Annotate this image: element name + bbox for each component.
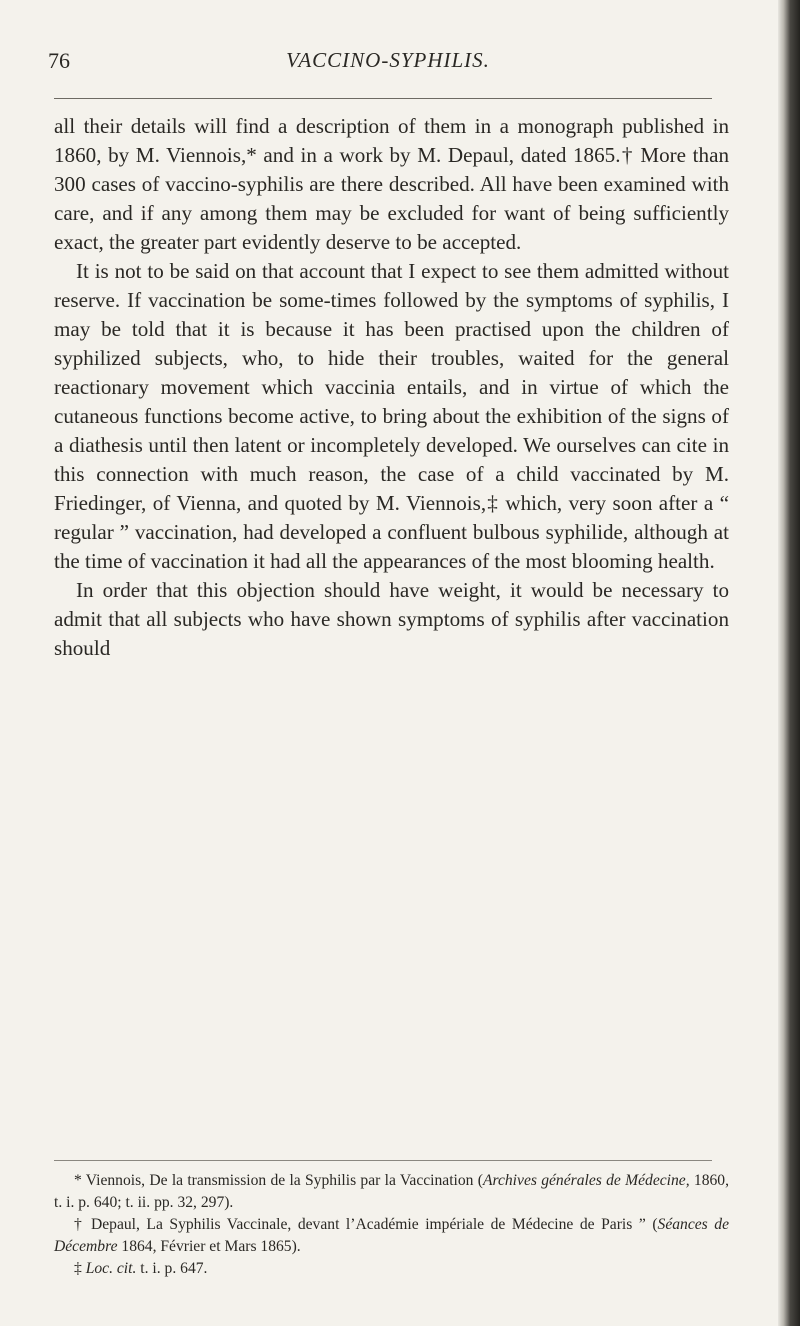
book-spine-edge	[778, 0, 800, 1326]
footnotes	[54, 1170, 729, 1280]
footnote-text: ‡	[74, 1260, 86, 1277]
footnote-italic: Séances de Décembre	[54, 1216, 729, 1255]
footnote-italic: Archives générales de Médecine,	[482, 1172, 690, 1189]
paragraph: It is not to be said on that account that I expect to see them admitted without reserve. If vaccination be some-times followed by the symptoms of syphilis, I may be told that it is because it has been practised upon the children of syphilized subjects, who, to hide their troubles, waited for the general reactionary movement which vaccinia entails, and in virtue of which the cutaneous functions become active, to bring about the exhibition of the signs of a diathesis until then latent or incompletely developed. We ourselves can cite in this connection with much reason, the case of a child vaccinated by M. Friedinger, of Vienna, and quoted by M. Viennois,‡ which, very soon after a “ regular ” vaccination, had developed a confluent bulbous syphilide, although at the time of vaccination it had all the appearances of the most blooming health.	[54, 259, 729, 573]
body-text	[54, 112, 729, 663]
footnote-rule	[54, 1160, 712, 1161]
footnote-text: * Viennois, De la transmission de la Syphilis par la Vaccination (	[74, 1172, 483, 1189]
header-rule	[54, 98, 712, 99]
footnote-text: t. i. p. 647.	[136, 1260, 208, 1277]
footnote-1	[54, 1170, 729, 1214]
page-number: 76	[48, 48, 70, 73]
footnote-3	[54, 1258, 729, 1280]
footnote-italic: Loc. cit.	[85, 1260, 137, 1277]
footnote-text: † Depaul, La Syphilis Vaccinale, devant l’Académie impériale de Médecine de Paris ” (	[74, 1216, 658, 1233]
paragraph: all their details will find a description of them in a monograph published in 1860, by M. Viennois,* and in a work by M. Depaul, dated 1865.† More than 300 cases of vaccino-syphilis are there described. All have been examined with care, and if any among them may be excluded for want of being sufficiently exact, the greater part evidently deserve to be accepted.	[54, 114, 729, 254]
footnote-2	[54, 1214, 729, 1258]
paragraph: In order that this objection should have weight, it would be necessary to admit that all subjects who have shown symptoms of syphilis after vaccination should	[54, 578, 729, 660]
footnote-text: 1864, Février et Mars 1865).	[117, 1238, 301, 1255]
page-header	[48, 48, 728, 78]
footnote-text: 1860, t. i. p. 640; t. ii. pp. 32, 297).	[54, 1172, 729, 1211]
running-title: VACCINO-SYPHILIS.	[286, 48, 490, 72]
